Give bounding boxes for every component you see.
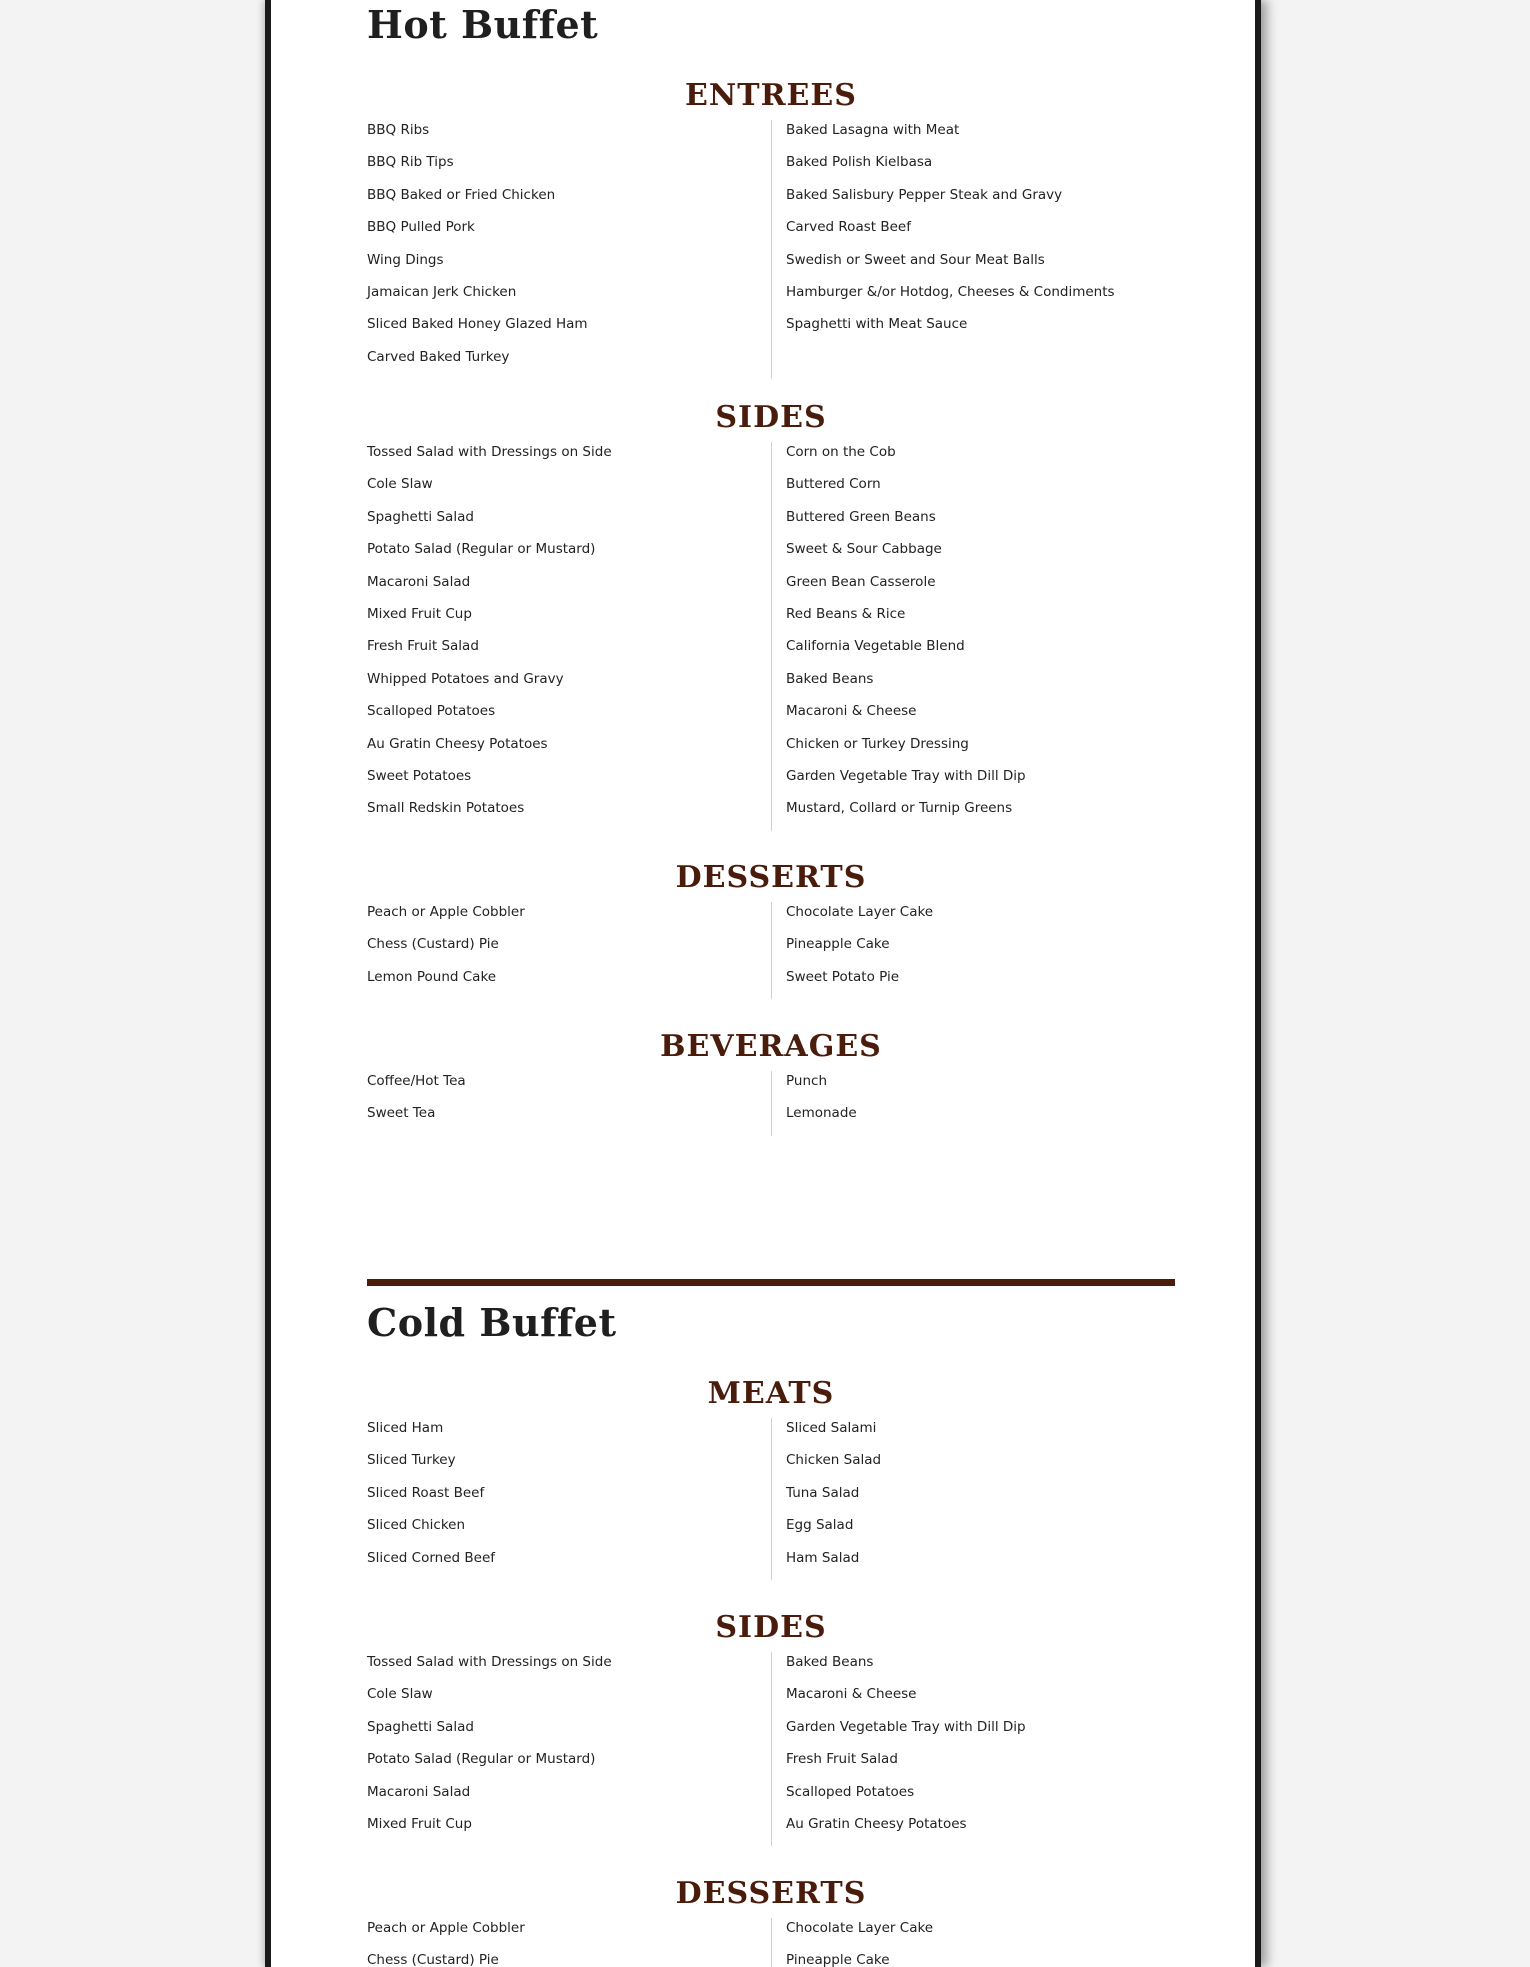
menu-item: Macaroni Salad [367, 1783, 471, 1800]
left-column [367, 120, 771, 379]
menu-item: Tossed Salad with Dressings on Side [367, 1654, 612, 1670]
menu-item: BBQ Ribs [367, 122, 430, 138]
menu-item: Buttered Green Beans [786, 508, 936, 525]
cold-buffet-title: Cold Buffet [367, 1300, 617, 1345]
menu-item: Whipped Potatoes and Gravy [367, 670, 564, 687]
menu-item: Fresh Fruit Salad [786, 1751, 898, 1768]
menu-item: Fresh Fruit Salad [367, 638, 479, 655]
menu-item: Macaroni & Cheese [786, 1686, 917, 1703]
menu-item: Jamaican Jerk Chicken [367, 283, 517, 300]
section-title: MEATS [707, 1376, 835, 1411]
section-columns [367, 902, 1175, 999]
menu-item: Small Redskin Potatoes [367, 800, 525, 817]
menu-item: Potato Salad (Regular or Mustard) [367, 1751, 596, 1768]
menu-item: Sweet Potato Pie [786, 968, 900, 985]
section-columns [367, 442, 1175, 831]
menu-item: Sliced Corned Beef [367, 1549, 496, 1566]
menu-item: Corn on the Cob [786, 444, 896, 460]
menu-item: Sweet Potatoes [367, 767, 472, 784]
menu-item: Coffee/Hot Tea [367, 1073, 466, 1089]
menu-item: Sliced Salami [786, 1420, 877, 1436]
menu-item: Swedish or Sweet and Sour Meat Balls [786, 251, 1045, 268]
menu-item: Chocolate Layer Cake [786, 904, 934, 920]
menu-item: Chess (Custard) Pie [367, 1952, 499, 1967]
menu-item: Pineapple Cake [786, 936, 890, 953]
menu-item: Baked Salisbury Pepper Steak and Gravy [786, 186, 1063, 203]
menu-item: Chicken or Turkey Dressing [786, 735, 969, 752]
section-columns [367, 120, 1175, 379]
menu-item: Macaroni & Cheese [786, 703, 917, 720]
section-title: DESSERTS [675, 1876, 867, 1911]
menu-item: Cole Slaw [367, 1686, 433, 1703]
menu-item: Scalloped Potatoes [367, 703, 496, 720]
menu-item: California Vegetable Blend [786, 638, 965, 655]
menu-item: Buttered Corn [786, 476, 881, 493]
menu-item: Carved Roast Beef [786, 219, 911, 236]
menu-item: BBQ Pulled Pork [367, 219, 475, 236]
menu-item: Wing Dings [367, 251, 444, 268]
menu-item: Sweet & Sour Cabbage [786, 541, 942, 558]
menu-item: Ham Salad [786, 1549, 860, 1566]
menu-item: Au Gratin Cheesy Potatoes [786, 1815, 967, 1832]
section-columns [367, 1418, 1175, 1580]
left-column [367, 1071, 771, 1136]
menu-item: BBQ Rib Tips [367, 154, 454, 171]
cold-section-sides [367, 1608, 1175, 1846]
menu-item: Peach or Apple Cobbler [367, 1920, 525, 1936]
menu-item: Baked Beans [786, 670, 874, 687]
left-column [367, 1418, 771, 1580]
cold-section-meats [367, 1374, 1175, 1580]
hot-section-beverages [367, 1027, 1175, 1136]
hot-section-desserts [367, 858, 1175, 999]
left-column [367, 1918, 771, 1967]
menu-item: Tossed Salad with Dressings on Side [367, 444, 612, 460]
right-column [771, 902, 1175, 999]
menu-item: Red Beans & Rice [786, 605, 906, 622]
menu-item: Sliced Ham [367, 1420, 444, 1436]
hot-section-sides [367, 398, 1175, 831]
section-title: DESSERTS [675, 860, 867, 895]
menu-item: Cole Slaw [367, 476, 433, 493]
section-title: SIDES [715, 1610, 827, 1645]
menu-item: Chess (Custard) Pie [367, 936, 499, 953]
menu-item: Spaghetti Salad [367, 1718, 474, 1735]
right-column [771, 1652, 1175, 1846]
section-title: ENTREES [685, 78, 857, 113]
menu-item: Green Bean Casserole [786, 573, 936, 590]
menu-item: Peach or Apple Cobbler [367, 904, 525, 920]
right-column [771, 120, 1175, 379]
menu-item: Sweet Tea [367, 1105, 436, 1122]
section-columns [367, 1071, 1175, 1136]
menu-item: Tuna Salad [786, 1484, 860, 1501]
menu-item: Sliced Roast Beef [367, 1484, 485, 1501]
menu-item: Mixed Fruit Cup [367, 1815, 472, 1832]
menu-item: Sliced Turkey [367, 1452, 456, 1469]
menu-item: Carved Baked Turkey [367, 348, 510, 365]
menu-item: BBQ Baked or Fried Chicken [367, 186, 556, 203]
menu-item: Scalloped Potatoes [786, 1783, 915, 1800]
menu-item: Baked Lasagna with Meat [786, 122, 960, 138]
menu-item: Sliced Baked Honey Glazed Ham [367, 316, 588, 333]
section-columns [367, 1652, 1175, 1846]
section-columns [367, 1918, 1175, 1967]
section-title: SIDES [715, 400, 827, 435]
menu-item: Au Gratin Cheesy Potatoes [367, 735, 548, 752]
menu-item: Baked Beans [786, 1654, 874, 1670]
menu-item: Punch [786, 1073, 827, 1089]
menu-item: Egg Salad [786, 1517, 854, 1534]
menu-item: Lemon Pound Cake [367, 968, 497, 985]
menu-item: Mixed Fruit Cup [367, 605, 472, 622]
right-column [771, 1071, 1175, 1136]
menu-item: Garden Vegetable Tray with Dill Dip [786, 767, 1026, 784]
menu-item: Chocolate Layer Cake [786, 1920, 934, 1936]
right-column [771, 442, 1175, 831]
menu-page [265, 0, 1261, 1967]
hot-buffet-title: Hot Buffet [367, 2, 599, 47]
menu-item: Hamburger &/or Hotdog, Cheeses & Condiments [786, 283, 1115, 300]
left-column [367, 902, 771, 999]
menu-item: Baked Polish Kielbasa [786, 154, 933, 171]
right-column [771, 1418, 1175, 1580]
menu-item: Mustard, Collard or Turnip Greens [786, 800, 1013, 817]
left-column [367, 442, 771, 831]
hot-section-entrees [367, 76, 1175, 379]
menu-item: Pineapple Cake [786, 1952, 890, 1967]
menu-item: Sliced Chicken [367, 1517, 466, 1534]
menu-item: Macaroni Salad [367, 573, 471, 590]
cold-section-desserts [367, 1874, 1175, 1967]
right-column [771, 1918, 1175, 1967]
menu-item: Spaghetti with Meat Sauce [786, 316, 968, 333]
menu-item: Potato Salad (Regular or Mustard) [367, 541, 596, 558]
section-title: BEVERAGES [660, 1029, 882, 1064]
left-column [367, 1652, 771, 1846]
menu-item: Spaghetti Salad [367, 508, 474, 525]
menu-item: Chicken Salad [786, 1452, 882, 1469]
menu-item: Lemonade [786, 1105, 857, 1122]
menu-item: Garden Vegetable Tray with Dill Dip [786, 1718, 1026, 1735]
buffet-divider [367, 1279, 1175, 1286]
